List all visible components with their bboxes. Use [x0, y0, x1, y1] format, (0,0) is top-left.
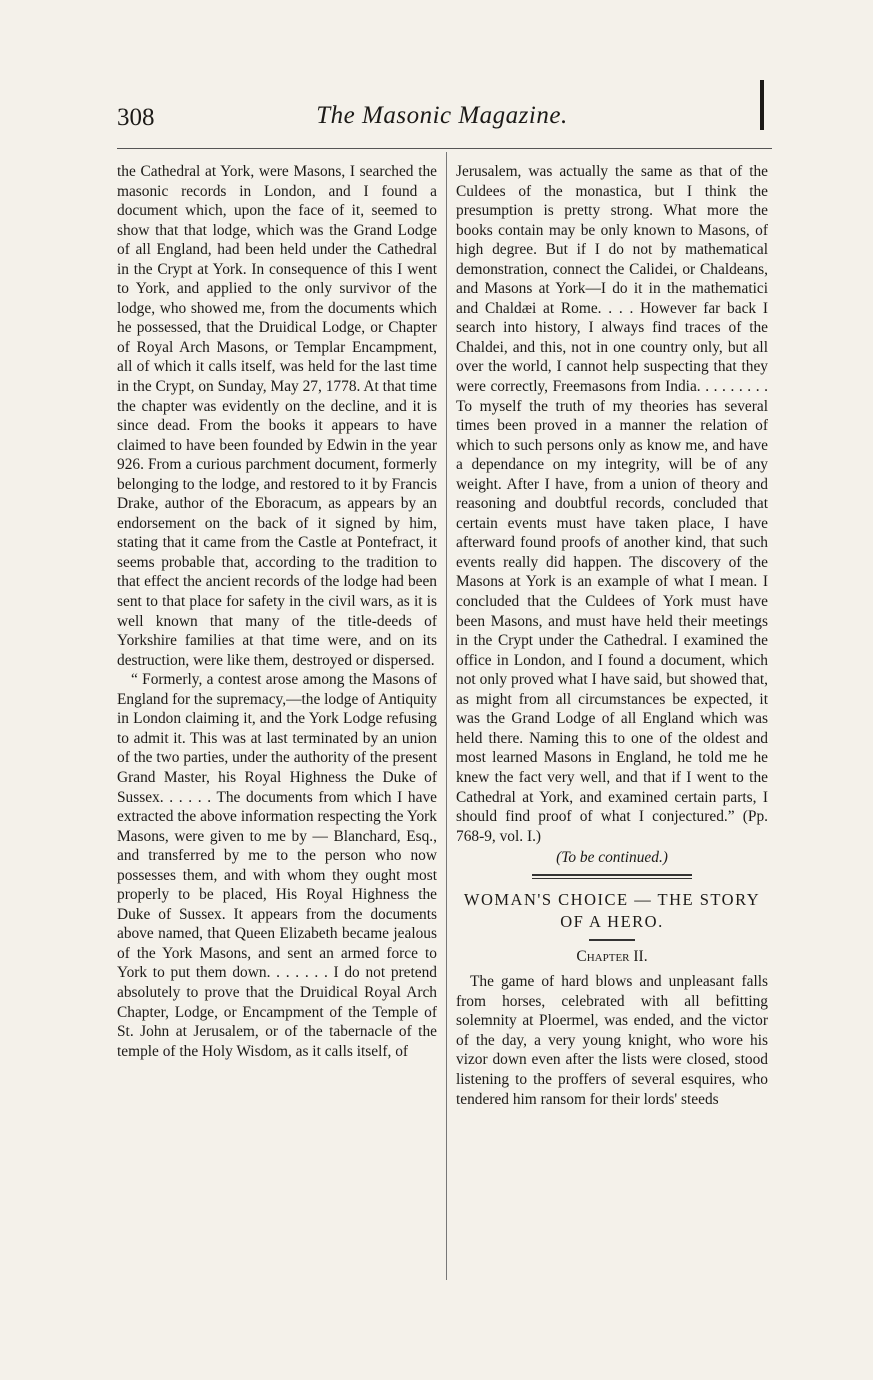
story-title — [456, 889, 768, 933]
story-title-line-1: WOMAN'S CHOICE — THE STORY — [463, 889, 761, 909]
left-column — [117, 162, 437, 1061]
running-title: The Masonic Magazine. — [316, 102, 568, 129]
page-number: 308 — [117, 104, 155, 131]
left-paragraph-1: the Cathedral at York, were Masons, I searched the masonic records in London, and I found a document which, upon the face of it, seemed to show that that lodge, which was the Grand Lodge of all England, had been held under the Cathedral in the Crypt at York. In consequence of this I went to York, and applied to the only survivor of the lodge, who showed me, from the documents which he possessed, that the Druidical Lodge, or Chapter of Royal Arch Masons, or Templar Encampment, all of which it calls itself, was held for the last time in the Crypt, on Sunday, May 27, 1778. At that time the chapter was evidently on the decline, and it is since dead. From the books it appears to have claimed to have been founded by Edwin in the year 926. From a curious parchment document, formerly belonging to the lodge, and restored to it by Francis Drake, author of the Eboracum, as appears by an endorsement on the back of it signed by him, stating that it came from the Castle at Pontefract, it seems probable that, according to the tradition to that effect the ancient records of the lodge had been sent to that place for safety in the civil wars, as it is well known that many of the title-deeds of Yorkshire families at that time were, and on its destruction, were like them, destroyed or dispersed. — [117, 163, 437, 669]
to-be-continued: (To be continued.) — [556, 849, 668, 867]
page-header — [117, 98, 767, 138]
title-rule — [589, 939, 635, 941]
header-rule — [117, 148, 772, 149]
chapter-heading: Chapter II. — [576, 947, 648, 965]
right-column — [456, 162, 768, 1109]
right-paragraph-2: The game of hard blows and unpleasant falls from horses, celebrated with all befitting solemnity at Ploermel, was ended, and the victor of the day, a very young knight, who wore his vizor down even after the lists were closed, stood listening to the proffers of several esquires, who tendered him ransom for their lords' steeds — [456, 973, 768, 1108]
column-divider — [446, 152, 447, 1280]
section-separator — [532, 874, 692, 879]
margin-mark — [760, 80, 764, 130]
story-title-line-2: OF A HERO. — [560, 911, 664, 931]
right-paragraph-1: Jerusalem, was actually the same as that of the Culdees of the monastica, but I think the presumption is pretty strong. What more the books contain may be only known to Masons, of high degree. But if I do not by mathematical demonstration, connect the Calidei, or Chaldeans, and Masons at York—I do it in the mathematici and Chaldæi at Rome. . . . However far back I search into history, I always find traces of the Chaldei, and this, not in one country only, but all over the world, I cannot help suspecting that they were correctly, Freemasons from India. . . . . . . . . To myself the truth of my theories has several times been proved in a manner the relation of which to such persons only as know me, and have a dependance on my integrity, will be of any weight. After I have, from a union of theory and reasoning and doubtful records, concluded that certain events must have taken place, I have afterward found proofs of another kind, that such events really did happen. The discovery of the Masons at York is an example of what I mean. I concluded that the Culdees of York must have been Masons, and must have held their meetings in the Crypt under the Cathedral. I examined the office in London, and I found a document, which not only proved what I have said, but showed that, as might from all circumstances be expected, it was the Grand Lodge of all England which was held there. Naming this to one of the oldest and most learned Masons in England, he told me he knew the fact very well, and that if I went to the Cathedral at York, and examined certain parts, I should find proof of what I conjectured.” (Pp. 768-9, vol. I.) — [456, 163, 768, 845]
left-paragraph-2: “ Formerly, a contest arose among the Masons of England for the supremacy,—the lodge of Antiquity in London claiming it, and the York Lodge refusing to admit it. This was at last terminated by an union of the two parties, under the authority of the present Grand Master, his Royal Highness the Duke of Sussex. . . . . . The documents from which I have extracted the above information respecting the York Masons, were given to me by — Blanchard, Esq., and transferred by me to the person who now possesses them, and with whom they ought most properly to be placed, His Royal Highness the Duke of Sussex. It appears from the documents above named, that Queen Elizabeth became jealous of the York Masons, and sent an armed force to York to put them down. . . . . . . I do not pretend absolutely to prove that the Druidical Royal Arch Chapter, Lodge, or Encampment of the Temple of St. John at Jerusalem, or of the tabernacle of the temple of the Holy Wisdom, as it calls itself, of — [117, 671, 437, 1060]
